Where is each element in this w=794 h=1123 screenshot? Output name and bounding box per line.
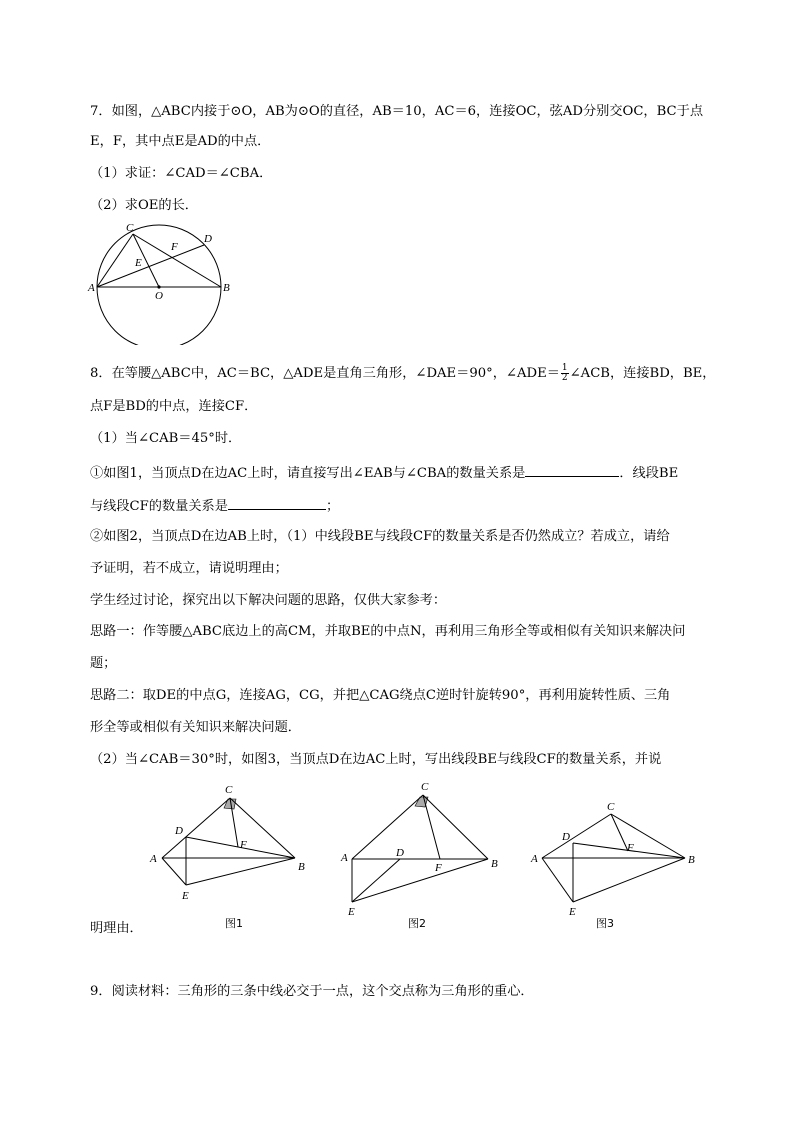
q8-p1-line2: [90, 497, 339, 515]
point-o: [157, 285, 160, 288]
q8-idea2-line1: 思路二：取DE的中点G，连接AG，CG，并把△CAG绕点C逆时针旋转90°，再利用旋转性质、三角: [90, 688, 671, 703]
q8-line1: [90, 364, 716, 383]
q8-p1b: ．线段BE: [619, 466, 679, 481]
fig1-label-e: E: [182, 890, 189, 902]
fig3-label-f: F: [627, 842, 634, 854]
fig3-label-c: C: [607, 801, 615, 813]
q7-part1: （1）求证：∠CAD＝∠CBA．: [90, 166, 273, 181]
fig2-caption: 图2: [408, 917, 426, 930]
q8-figure1: [140, 775, 320, 935]
label-a: A: [88, 282, 95, 294]
label-o: O: [155, 290, 163, 302]
q8-idea1-line2: 题；: [90, 656, 117, 671]
fig2-label-c: C: [421, 781, 429, 793]
q7-figure: [86, 220, 236, 345]
q9-line1: 9．阅读材料：三角形的三条中线必交于一点，这个交点称为三角形的重心．: [90, 984, 534, 999]
q8-line1b: ∠ACB，连接BD，BE，: [569, 366, 716, 381]
fig3-label-a: A: [531, 853, 538, 865]
frac-num: 1: [561, 363, 568, 373]
label-c: C: [126, 222, 134, 234]
fig2-label-a: A: [341, 852, 348, 864]
q8-p1c: 与线段CF的数量关系是: [90, 499, 228, 514]
q8-p2-line2: 予证明，若不成立，请说明理由；: [90, 561, 288, 576]
fig3-caption: 图3: [596, 917, 614, 930]
q8-p1-line1: [90, 464, 678, 482]
answer-blank-2[interactable]: [228, 497, 326, 510]
label-f: F: [171, 241, 178, 253]
q8-idea1-line1: 思路一：作等腰△ABC底边上的高CM，并取BE的中点N，再利用三角形全等或相似有关知识来解决问: [90, 624, 686, 639]
fig2-label-f: F: [435, 862, 442, 874]
q7-line2: E，F，其中点E是AD的中点．: [90, 134, 271, 149]
q8-line2: 点F是BD的中点，连接CF．: [90, 399, 258, 414]
fig2-label-e: E: [348, 906, 355, 918]
fig3-label-e: E: [569, 906, 576, 918]
label-b: B: [223, 282, 230, 294]
chord-ad: [97, 245, 204, 287]
fig1-label-a: A: [150, 853, 157, 865]
q8-idea2-line2: 形全等或相似有关知识来解决问题．: [90, 720, 301, 735]
fig2-label-b: B: [491, 858, 498, 870]
label-e: E: [135, 257, 142, 269]
fig3-label-d: D: [562, 831, 570, 843]
q8-p1a: ①如图1，当顶点D在边AC上时，请直接写出∠EAB与∠CBA的数量关系是: [90, 466, 526, 481]
fraction-half: [561, 364, 569, 383]
q8-line1a: 8．在等腰△ABC中，AC＝BC，△ADE是直角三角形，∠DAE＝90°，∠ADE＝: [90, 366, 560, 381]
circle-o: [97, 225, 221, 345]
frac-den: 2: [561, 373, 568, 383]
q8-p1d: ；: [325, 499, 340, 514]
fig1-label-f: F: [240, 839, 247, 851]
fig1-label-d: D: [175, 825, 183, 837]
q8-p2-line1: ②如图2，当顶点D在边AB上时，（1）中线段BE与线段CF的数量关系是否仍然成立？若成立，请给: [90, 529, 670, 544]
q8-part2: （2）当∠CAB＝30°时，如图3，当顶点D在边AC上时，写出线段BE与线段CF的数量关系，并说: [90, 752, 662, 767]
fig1-label-b: B: [298, 861, 305, 873]
q7-line1: 7．如图，△ABC内接于⊙O，AB为⊙O的直径，AB＝10，AC＝6，连接OC，弦AD分别交OC，BC于点: [90, 104, 704, 119]
q8-part1: （1）当∠CAB＝45°时．: [90, 431, 242, 446]
q8-figure2: [335, 775, 515, 935]
q8-part2-line2: 明理由．: [90, 921, 143, 936]
answer-blank-1[interactable]: [525, 464, 619, 477]
fig3-label-b: B: [688, 854, 695, 866]
fig1-label-c: C: [225, 784, 233, 796]
q8-discuss: 学生经过讨论，探究出以下解决问题的思路，仅供大家参考：: [90, 593, 447, 608]
q7-part2: （2）求OE的长．: [90, 198, 198, 213]
fig2-label-d: D: [396, 847, 404, 859]
label-d: D: [204, 233, 212, 245]
fig1-caption: 图1: [225, 917, 243, 930]
q8-figure3: [525, 795, 705, 935]
